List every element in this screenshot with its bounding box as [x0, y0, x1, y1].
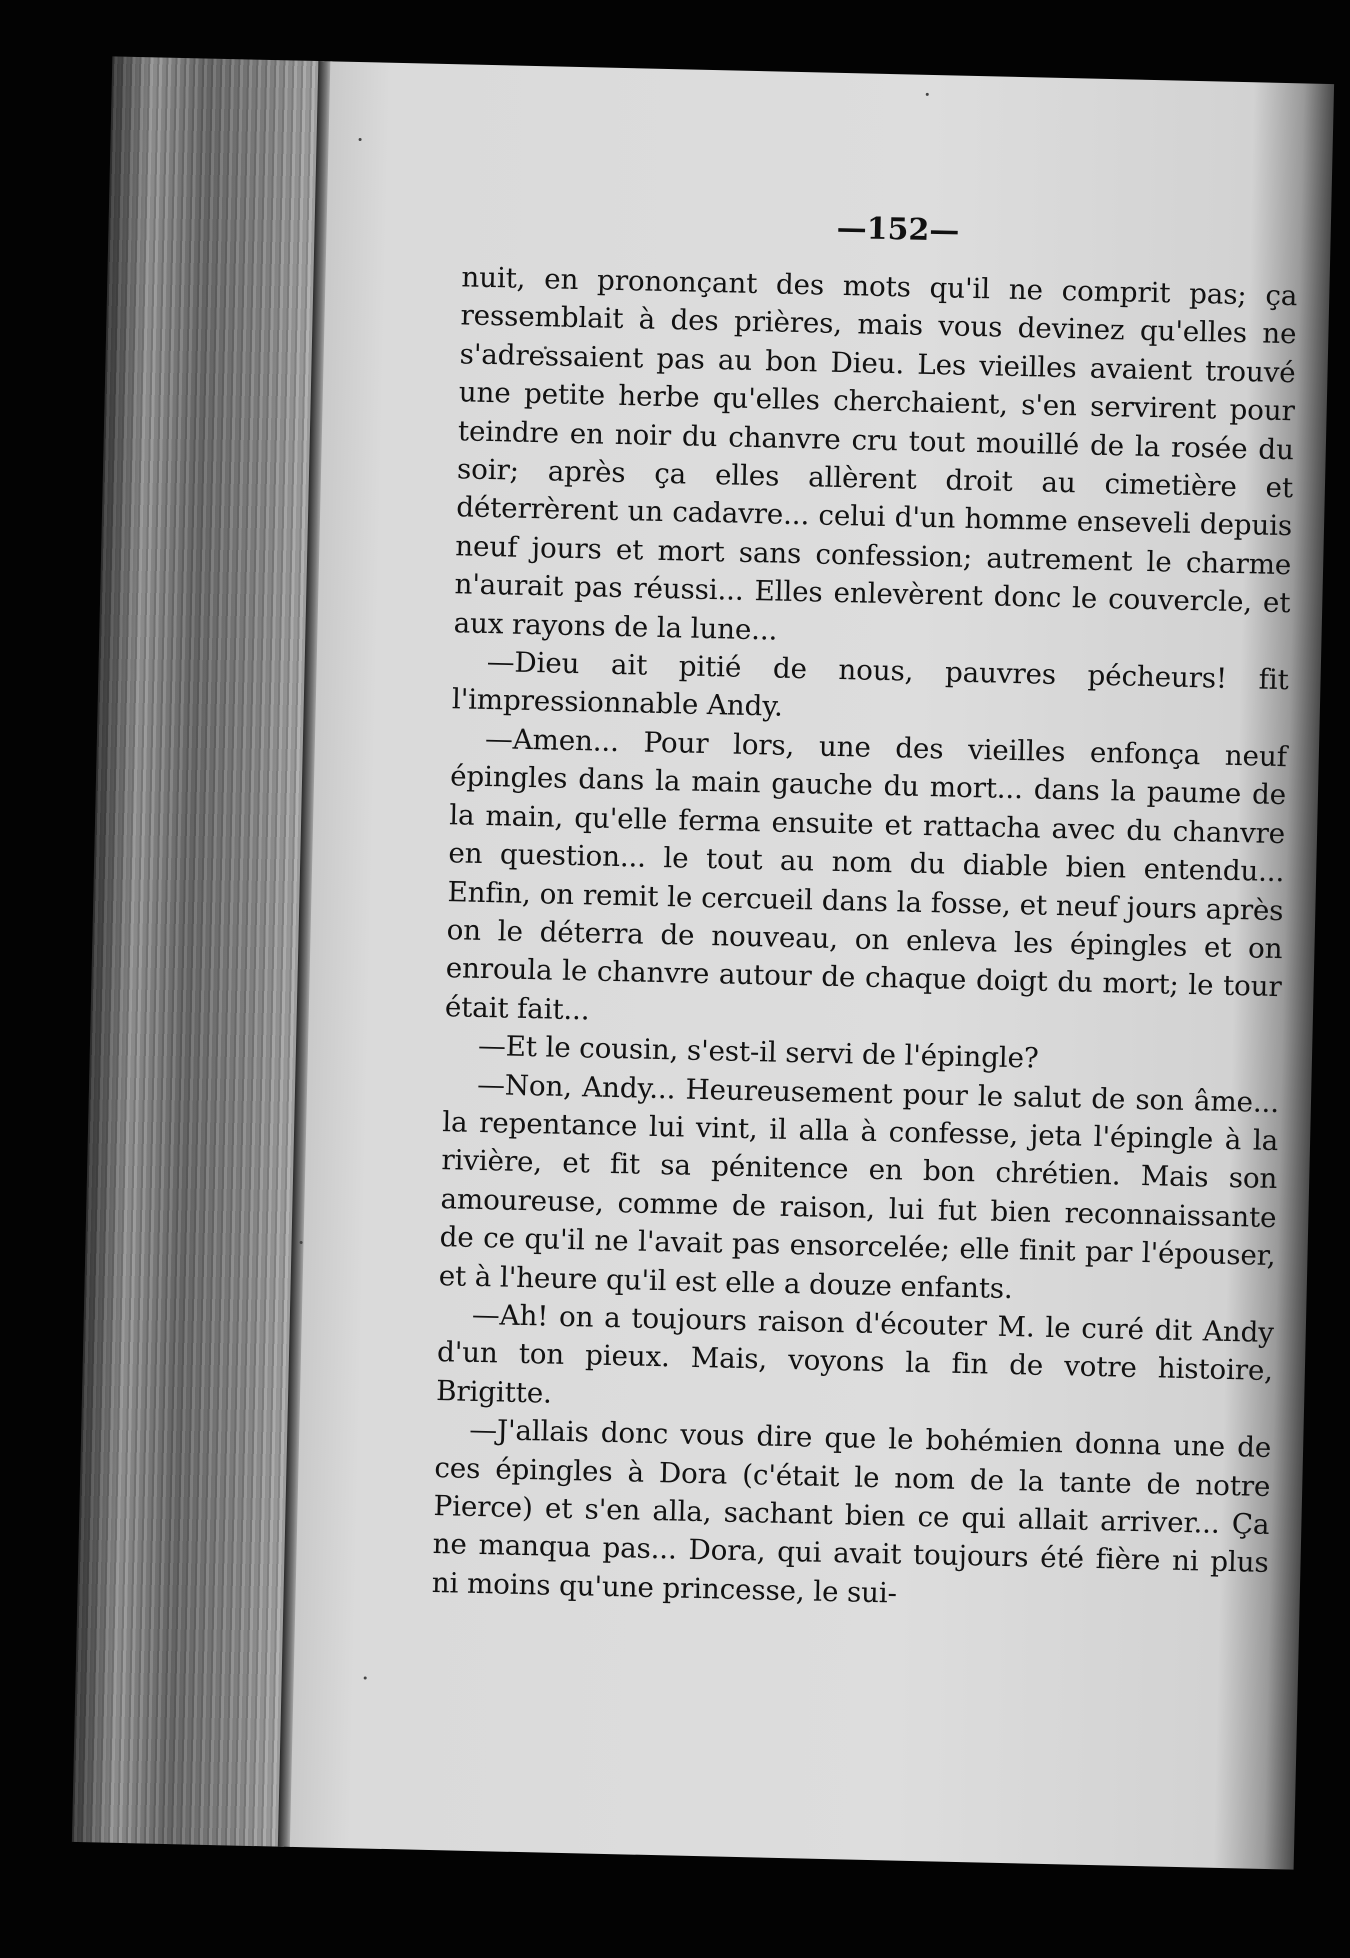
ink-speck	[300, 1241, 303, 1244]
paragraph: —Ah! on a toujours raison d'écouter M. le curé dit Andy d'un ton pieux. Mais, voyons la fin de votre histoire, Brigitte.	[435, 1297, 1275, 1410]
paragraph: —Amen... Pour lors, une des vieilles enfonça neuf épingles dans la main gauche du mort... dans la paume de la main, qu'elle ferma ensuite et rattacha avec du chanvre en question... le tout au nom du diable bien entendu... Enfin, on remit le cercueil dans la fosse, et neuf jours après on le déterra de nouveau, on enleva les épingles et on enroula le chanvre autour de chaque doigt du mort; le tour était fait...	[444, 721, 1288, 1027]
book	[72, 56, 1334, 1869]
ink-speck	[364, 1676, 367, 1679]
book-page	[290, 61, 1334, 1869]
paragraph: —Et le cousin, s'est-il servi de l'épingle?	[477, 1029, 1039, 1075]
paragraph: —Dieu ait pitié de nous, pauvres pécheurs! fit l'impressionnable Andy.	[451, 645, 1289, 724]
paragraph: nuit, en prononçant des mots qu'il ne comprit pas; ça ressemblait à des prières, mais vous devinez qu'elles ne s'adressaient pas au bon Dieu. Les vieilles avaient trouvé une petite herbe qu'elles cherchaient, s'en servirent pour teindre en noir du chanvre cru tout mouillé de la rosée du soir; après ça elles allèrent droit au cimetière et déterrèrent un cadavre... celui d'un homme enseveli depuis neuf jours et mort sans confession; autrement le charme n'aurait pas réussi... Elles enlevèrent donc le couvercle, et aux rayons de la lune...	[453, 260, 1298, 647]
ink-speck	[359, 138, 362, 141]
ink-speck	[926, 93, 929, 96]
page-text	[431, 258, 1297, 1621]
page-number: —152—	[836, 210, 960, 249]
paragraph: —Non, Andy... Heureusement pour le salut de son âme... la repentance lui vint, il alla à confesse, jeta l'épingle à la rivière, et fit sa pénitence en bon chrétien. Mais son amoureuse, comme de raison, lui fut bien reconnaissante de ce qu'il ne l'avait pas ensorcelée; elle finit par l'épouser, et à l'heure qu'il est elle a douze enfants.	[438, 1067, 1280, 1305]
paragraph: —J'allais donc vous dire que le bohémien donna une de ces épingles à Dora (c'était le nom de la tante de notre Pierce) et s'en alla, sachant bien ce qui allait arriver... Ça ne manqua pas... Dora, qui avait toujours été fière ni plus ni moins qu'une princesse, le sui-	[431, 1413, 1272, 1610]
